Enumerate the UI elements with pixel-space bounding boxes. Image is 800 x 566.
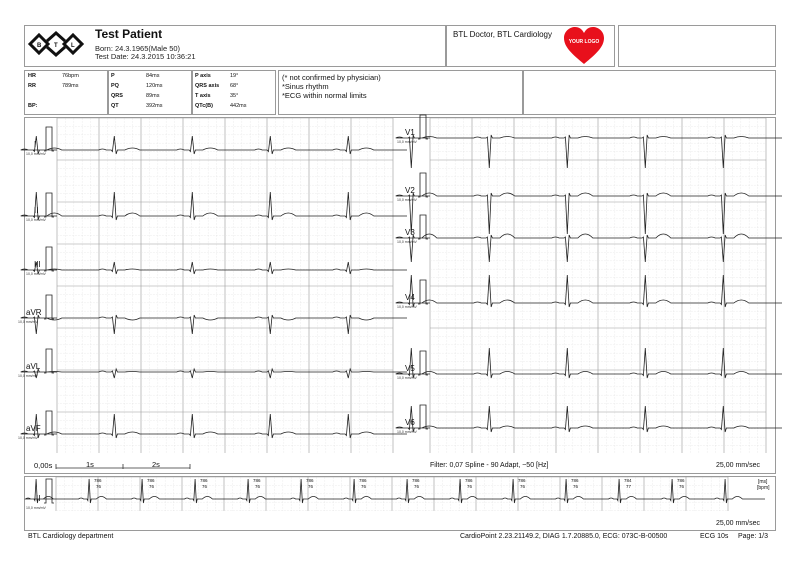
rhythm-units-bpm: [bpm] <box>757 485 770 491</box>
paper-speed: 25,00 mm/sec <box>716 462 760 469</box>
calibration-label: 10,0 mm/mV <box>26 272 46 276</box>
rr-interval-ms: 786 <box>359 478 367 483</box>
calibration-label: 10,0 mm/mV <box>26 218 46 222</box>
rr-interval-ms: 786 <box>518 478 526 483</box>
rr-interval-bpm: 76 <box>520 484 526 489</box>
rr-interval-ms: 786 <box>412 478 420 483</box>
rr-interval-bpm: 76 <box>202 484 208 489</box>
measurement-label: T axis <box>195 93 211 99</box>
rr-interval-ms: 786 <box>200 478 208 483</box>
measurement-value: 442ms <box>230 103 247 109</box>
calibration-pulse-icon <box>418 214 428 240</box>
rhythm-calibration: 10,0 mm/mV <box>26 506 46 510</box>
lead-label-V6: V6 <box>405 418 415 427</box>
rhythm-units-ms: [ms] <box>758 479 768 485</box>
calibration-pulse-icon <box>44 348 54 374</box>
measurement-label: HR <box>28 73 36 79</box>
measurement-label: QRS axis <box>195 83 220 89</box>
svg-text:T: T <box>54 43 58 49</box>
measurement-value: 120ms <box>146 83 163 89</box>
calibration-pulse-icon <box>418 350 428 376</box>
diagnosis-text <box>282 73 381 100</box>
calibration-pulse-icon <box>44 294 54 320</box>
lead-label-V2: V2 <box>405 186 415 195</box>
svg-text:L: L <box>71 43 75 49</box>
diagnosis-line: *Sinus rhythm <box>282 82 329 91</box>
lead-trace-III <box>21 262 407 274</box>
rr-interval-bpm: 76 <box>255 484 261 489</box>
calibration-pulse-icon <box>418 114 428 140</box>
calibration-label: 10,0 mm/mV <box>397 305 417 309</box>
footer-page: Page: 1/3 <box>738 533 768 540</box>
doctor-name: BTL Doctor, BTL Cardiology <box>453 30 553 39</box>
measurement-value: 789ms <box>62 83 79 89</box>
measurement-label: QRS <box>111 93 123 99</box>
calibration-label: 10,0 mm/mV <box>397 430 417 434</box>
rhythm-speed: 25,00 mm/sec <box>716 520 760 527</box>
calibration-pulse-icon <box>44 246 54 272</box>
rr-interval-bpm: 76 <box>573 484 579 489</box>
lead-label-I: I <box>34 140 37 149</box>
lead-label-aVL: aVL <box>26 362 41 371</box>
rhythm-calibration-pulse-icon <box>44 478 54 504</box>
calibration-pulse-icon <box>44 192 54 218</box>
patient-name: Test Patient <box>95 27 163 41</box>
calibration-label: 10,0 mm/mV <box>397 198 417 202</box>
lead-label-II: II <box>34 206 39 215</box>
patient-born: Born: 24.3.1965(Male 50) <box>95 44 181 53</box>
rr-interval-ms: 784 <box>624 478 632 483</box>
measurement-value: 19° <box>230 73 239 79</box>
calibration-pulse-icon <box>418 404 428 430</box>
rhythm-trace <box>26 479 768 503</box>
rr-interval-bpm: 76 <box>467 484 473 489</box>
blank-header-box <box>618 25 776 67</box>
ecg-grid-left <box>57 118 393 453</box>
logo-text: YOUR LOGO <box>568 39 600 45</box>
calibration-label: 10,0 mm/mV <box>18 374 38 378</box>
rr-interval-ms: 786 <box>94 478 102 483</box>
lead-trace-aVR <box>21 315 407 334</box>
measurement-value: 35° <box>230 93 239 99</box>
measurement-label: QTc(B) <box>195 103 213 109</box>
rr-interval-bpm: 76 <box>361 484 367 489</box>
time-scale <box>56 460 196 470</box>
calibration-label: 10,0 mm/mV <box>18 436 38 440</box>
rr-interval-ms: 786 <box>677 478 685 483</box>
calibration-label: 10,0 mm/mV <box>18 320 38 324</box>
measurement-value: 68° <box>230 83 239 89</box>
measurement-label: RR <box>28 83 36 89</box>
measurement-value: 392ms <box>146 103 163 109</box>
footer-department: BTL Cardiology department <box>28 533 114 540</box>
measurement-label: QT <box>111 103 119 109</box>
time-start: 0,00s <box>34 461 53 470</box>
measurement-value: 89ms <box>146 93 160 99</box>
measurement-value: 76bpm <box>62 73 79 79</box>
rhythm-lead-label: II <box>36 494 41 503</box>
lead-label-aVF: aVF <box>26 424 41 433</box>
time-mark-2s: 2s <box>152 460 160 469</box>
rr-interval-ms: 786 <box>253 478 261 483</box>
heart-logo-icon <box>562 26 606 66</box>
calibration-pulse-icon <box>44 126 54 152</box>
lead-label-V5: V5 <box>405 364 415 373</box>
notes-box <box>523 70 776 115</box>
diagnosis-line: *ECG within normal limits <box>282 91 367 100</box>
lead-label-V4: V4 <box>405 293 415 302</box>
rr-interval-ms: 786 <box>306 478 314 483</box>
measurement-label: BP: <box>28 103 38 109</box>
btl-logo-icon <box>28 32 84 56</box>
lead-trace-II <box>21 192 407 220</box>
lead-label-aVR: aVR <box>26 308 42 317</box>
footer-ecg-type: ECG 10s <box>700 533 729 540</box>
measurement-label: P <box>111 73 115 79</box>
diagnosis-line: (* not confirmed by physician) <box>282 73 381 82</box>
calibration-label: 10,0 mm/mV <box>397 240 417 244</box>
rr-interval-bpm: 76 <box>679 484 685 489</box>
test-date: Test Date: 24.3.2015 10:36:21 <box>95 52 196 61</box>
time-mark-1s: 1s <box>86 460 94 469</box>
ecg-grid-right <box>430 118 766 453</box>
calibration-label: 10,0 mm/mV <box>26 152 46 156</box>
rr-interval-bpm: 77 <box>626 484 632 489</box>
patient-header-box <box>24 25 446 67</box>
rr-interval-ms: 786 <box>465 478 473 483</box>
lead-trace-aVF <box>21 414 407 438</box>
calibration-pulse-icon <box>44 410 54 436</box>
lead-label-V1: V1 <box>405 128 415 137</box>
calibration-pulse-icon <box>418 172 428 198</box>
lead-label-V3: V3 <box>405 228 415 237</box>
rr-interval-ms: 786 <box>571 478 579 483</box>
footer-software: CardioPoint 2.23.21149.2, DIAG 1.7.20885.0, ECG: 073C-B-00500 <box>460 533 668 540</box>
calibration-label: 10,0 mm/mV <box>397 376 417 380</box>
filter-info: Filter: 0,07 Spline - 90 Adapt, ~50 [Hz] <box>430 462 549 469</box>
measurement-value: 84ms <box>146 73 160 79</box>
rr-interval-bpm: 76 <box>308 484 314 489</box>
lead-trace-aVL <box>21 369 407 378</box>
rr-interval-ms: 786 <box>147 478 155 483</box>
rr-interval-bpm: 76 <box>96 484 102 489</box>
lead-trace-I <box>21 136 407 154</box>
svg-text:B: B <box>37 43 42 49</box>
calibration-label: 10,0 mm/mV <box>397 140 417 144</box>
measurement-label: PQ <box>111 83 119 89</box>
rr-interval-bpm: 76 <box>414 484 420 489</box>
calibration-pulse-icon <box>418 279 428 305</box>
lead-label-III: III <box>34 260 41 269</box>
rr-interval-bpm: 76 <box>149 484 155 489</box>
measurement-label: P axis <box>195 73 211 79</box>
